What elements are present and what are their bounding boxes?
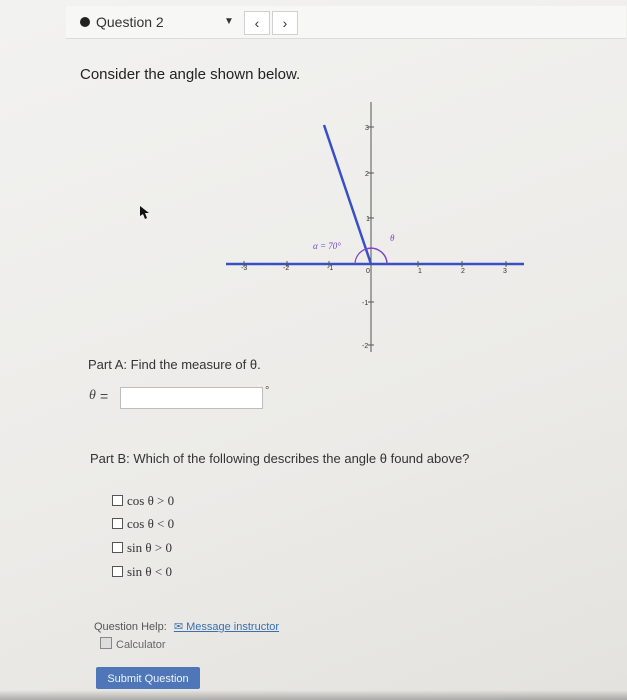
option-label: sin θ > 0 <box>127 540 172 555</box>
question-help-label: Question Help: <box>94 621 167 633</box>
calculator-label: Calculator <box>116 639 166 651</box>
chevron-left-icon: ‹ <box>254 15 260 31</box>
checkbox[interactable] <box>112 518 123 529</box>
part-a-label: Part A: Find the measure of θ. <box>88 357 261 372</box>
chevron-right-icon: › <box>282 15 288 31</box>
alpha-arc <box>355 249 366 264</box>
x-tick-label: -3 <box>241 265 248 272</box>
calculator-icon <box>100 637 112 649</box>
checkbox[interactable] <box>112 495 123 506</box>
x-tick-label: -2 <box>283 265 290 272</box>
envelope-icon: ✉ <box>173 621 184 633</box>
submit-question-button[interactable]: Submit Question <box>96 667 200 689</box>
y-tick-label: -2 <box>362 343 369 350</box>
x-tick-label: -1 <box>327 265 334 272</box>
y-tick-label: 2 <box>365 171 369 178</box>
x-tick-label: 2 <box>461 268 465 275</box>
x-tick-label: 1 <box>418 268 422 275</box>
message-instructor-link[interactable] <box>174 621 279 633</box>
option-sin-negative[interactable] <box>112 564 172 582</box>
degree-symbol: ° <box>265 385 270 397</box>
equals-sign: = <box>100 388 109 404</box>
x-tick-label: 3 <box>503 268 507 275</box>
message-instructor-label: Message instructor <box>186 621 280 633</box>
alpha-label: α = 70° <box>313 241 341 251</box>
question-help <box>94 620 279 633</box>
checkbox[interactable] <box>112 542 123 553</box>
cursor-icon <box>140 206 149 219</box>
option-label: cos θ > 0 <box>127 493 175 508</box>
calculator-button[interactable] <box>100 637 182 655</box>
option-cos-positive[interactable] <box>112 493 174 511</box>
caret-down-icon[interactable]: ▼ <box>224 16 234 27</box>
checkbox[interactable] <box>112 566 123 577</box>
option-sin-positive[interactable] <box>112 540 172 558</box>
theta-label: θ <box>390 233 395 243</box>
screen-bottom-edge <box>0 690 627 700</box>
option-label: sin θ < 0 <box>127 564 172 579</box>
y-tick-label: 3 <box>365 125 369 132</box>
part-b-label: Part B: Which of the following describes the angle θ found above? <box>90 451 470 466</box>
x-tick-label: 0 <box>366 268 370 275</box>
question-prompt: Consider the angle shown below. <box>80 66 301 83</box>
theta-variable: θ <box>89 388 96 403</box>
y-tick-label: -1 <box>362 300 369 307</box>
y-tick-label: 1 <box>366 216 370 223</box>
option-label: cos θ < 0 <box>127 516 175 531</box>
question-label[interactable]: Question 2 <box>96 14 164 30</box>
theta-answer-input[interactable] <box>120 387 263 409</box>
option-cos-negative[interactable] <box>112 516 174 534</box>
